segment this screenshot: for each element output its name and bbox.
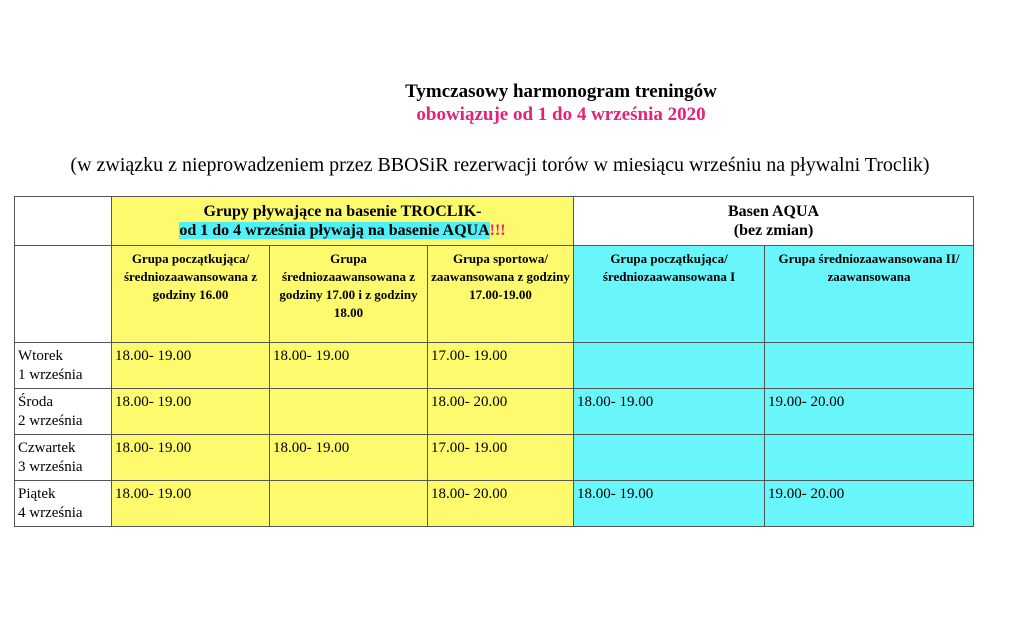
aqua-header-line1: Basen AQUA (727, 203, 820, 220)
day-cell (15, 435, 112, 481)
time-cell: 18.00- 19.00 (112, 343, 270, 389)
validity-subtitle: obowiązuje od 1 do 4 września 2020 (416, 104, 706, 125)
time-cell: 18.00- 19.00 (574, 389, 765, 435)
aqua-group-header (574, 197, 974, 246)
time-cell: 18.00- 19.00 (112, 389, 270, 435)
table-row (15, 343, 974, 389)
day-cell (15, 389, 112, 435)
time-cell: 18.00- 19.00 (574, 481, 765, 527)
day-date: 4 września (18, 505, 83, 521)
time-cell: 17.00- 19.00 (428, 435, 574, 481)
column-header: Grupa początkująca/ średniozaawansowana z godziny 16.00 (112, 246, 270, 343)
column-header: Grupa sportowa/ zaawansowana z godziny 17.00-19.00 (428, 246, 574, 343)
troclik-header-line1: Grupy pływające na basenie TROCLIK- (203, 203, 482, 220)
column-header: Grupa początkująca/ średniozaawansowana I (574, 246, 765, 343)
column-header: Grupa średniozaawansowana z godziny 17.00 i z godziny 18.00 (270, 246, 428, 343)
time-cell: 18.00- 19.00 (270, 343, 428, 389)
header-row-groups (15, 197, 974, 246)
aqua-header-line2: (bez zmian) (733, 222, 814, 239)
day-cell (15, 481, 112, 527)
day-name: Środa (18, 394, 53, 410)
day-name: Czwartek (18, 440, 76, 456)
time-cell: 18.00- 20.00 (428, 481, 574, 527)
time-cell: 18.00- 20.00 (428, 389, 574, 435)
day-date: 1 września (18, 367, 83, 383)
time-cell: 17.00- 19.00 (428, 343, 574, 389)
exclamation-text: !!! (489, 222, 506, 239)
page-title: Tymczasowy harmonogram treningów (405, 81, 717, 102)
day-name: Wtorek (18, 348, 63, 364)
column-header: Grupa średniozaawansowana II/ zaawansowana (765, 246, 974, 343)
table-row (15, 481, 974, 527)
day-date: 2 września (18, 413, 83, 429)
time-cell (765, 343, 974, 389)
troclik-group-header (112, 197, 574, 246)
corner-cell-2 (15, 246, 112, 343)
time-cell (574, 435, 765, 481)
corner-cell (15, 197, 112, 246)
note-text: (w związku z nieprowadzeniem przez BBOSiR rezerwacji torów w miesiącu wrześniu na pływalni Troclik) (70, 154, 930, 176)
day-cell (15, 343, 112, 389)
day-name: Piątek (18, 486, 56, 502)
troclik-header-line2: od 1 do 4 września pływają na basenie AQUA (179, 222, 490, 239)
schedule-table (14, 196, 974, 527)
table-row (15, 435, 974, 481)
day-date: 3 września (18, 459, 83, 475)
time-cell: 19.00- 20.00 (765, 481, 974, 527)
time-cell (765, 435, 974, 481)
time-cell: 18.00- 19.00 (112, 435, 270, 481)
table-row (15, 389, 974, 435)
time-cell: 19.00- 20.00 (765, 389, 974, 435)
time-cell: 18.00- 19.00 (112, 481, 270, 527)
time-cell (270, 389, 428, 435)
time-cell (574, 343, 765, 389)
header-row-columns (15, 246, 974, 343)
time-cell: 18.00- 19.00 (270, 435, 428, 481)
time-cell (270, 481, 428, 527)
